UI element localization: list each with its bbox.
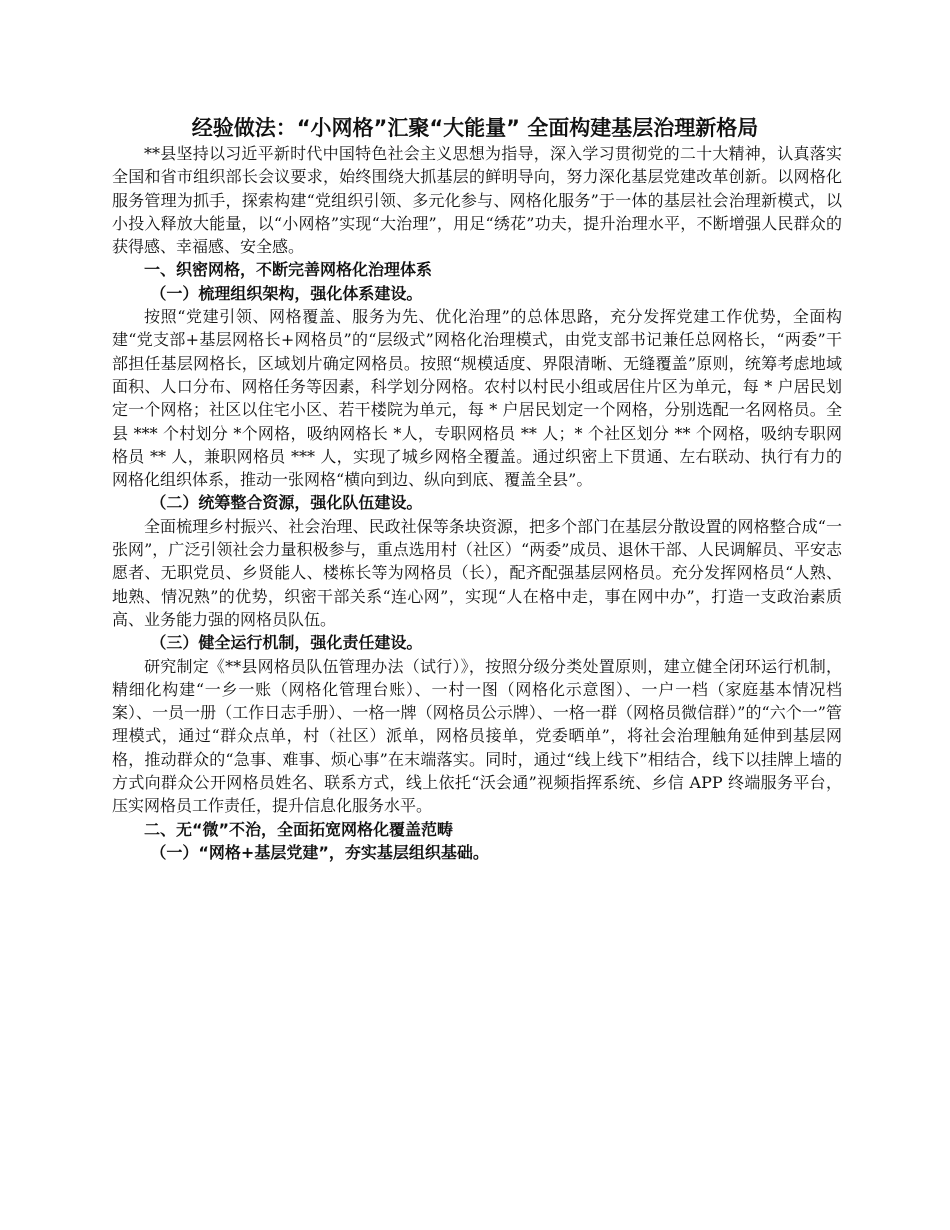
document-body [112, 142, 842, 864]
document-title: 经验做法：“小网格”汇聚“大能量” 全面构建基层治理新格局 [191, 116, 759, 140]
paragraph-1-3: 研究制定《**县网格员队伍管理办法（试行）》，按照分级分类处置原则，建立健全闭环运行机制，精细化构建“一乡一账（网格化管理台账）、一村一图（网格化示意图）、一户一档（家庭基本情况档案）、一员一册（工作日志手册）、一格一牌（网格员公示牌）、一格一群（网格员微信群）”的“六个一”管理模式，通过“群众点单，村（社区）派单，网格员接单，党委晒单”，将社会治理触角延伸到基层网格，推动群众的“急事、难事、烦心事”在末端落实。同时，通过“线上线下”相结合，线下以挂牌上墙的方式向群众公开网格员姓名、联系方式，线上依托“沃会通”视频指挥系统、乡信 APP 终端服务平台，压实网格员工作责任，提升信息化服务水平。 [112, 656, 842, 816]
intro-paragraph: **县坚持以习近平新时代中国特色社会主义思想为指导，深入学习贯彻党的二十大精神，认真落实全国和省市组织部长会议要求，始终围绕大抓基层的鲜明导向，努力深化基层党建改革创新。以网格化服务管理为抓手，探索构建“党组织引领、多元化参与、网格化服务”于一体的基层社会治理新模式，以小投入释放大能量，以“小网格”实现“大治理”，用足“绣花”功夫，提升治理水平，不断增强人民群众的获得感、幸福感、安全感。 [112, 144, 842, 257]
subsection-heading-1-1: （一）梳理组织架构，强化体系建设。 [150, 283, 423, 303]
subsection-heading-1-2: （二）统筹整合资源，强化队伍建设。 [150, 493, 423, 513]
section-heading-2: 二、无“微”不治，全面拓宽网格化覆盖范畴 [144, 819, 454, 839]
subsection-heading-1-3: （三）健全运行机制，强化责任建设。 [150, 633, 423, 653]
paragraph-1-1: 按照“党建引领、网格覆盖、服务为先、优化治理”的总体思路，充分发挥党建工作优势，全面构建“党支部+基层网格长+网格员”的“层级式”网格化治理模式，由党支部书记兼任总网格长，“两委”干部担任基层网格长，区域划片确定网格员。按照“规模适度、界限清晰、无缝覆盖”原则，统筹考虑地域面积、人口分布、网格任务等因素，科学划分网格。农村以村民小组或居住片区为单元，每 * 户居民划定一个网格；社区以住宅小区、若干楼院为单元，每 * 户居民划定一个网格，分别选配一名网格员。全县 *** 个村划分 *个网格，吸纳网格长 *人，专职网格员 ** 人；* 个社区划分 ** 个网格，吸纳专职网格员 ** 人，兼职网格员 *** 人，实现了城乡网格全覆盖。通过织密上下贯通、左右联动、执行有力的网格化组织体系，推动一张网格“横向到边、纵向到底、覆盖全县”。 [112, 307, 842, 490]
paragraph-1-2: 全面梳理乡村振兴、社会治理、民政社保等条块资源，把多个部门在基层分散设置的网格整合成“一张网”，广泛引领社会力量积极参与，重点选用村（社区）“两委”成员、退休干部、人民调解员、平安志愿者、无职党员、乡贤能人、楼栋长等为网格员（长），配齐配强基层网格员。充分发挥网格员“人熟、地熟、情况熟”的优势，织密干部关系“连心网”，实现“人在格中走，事在网中办”，打造一支政治素质高、业务能力强的网格员队伍。 [112, 516, 842, 629]
subsection-heading-2-1: （一）“网格+基层党建”，夯实基层组织基础。 [150, 842, 489, 862]
section-heading-1: 一、织密网格，不断完善网格化治理体系 [144, 260, 433, 280]
